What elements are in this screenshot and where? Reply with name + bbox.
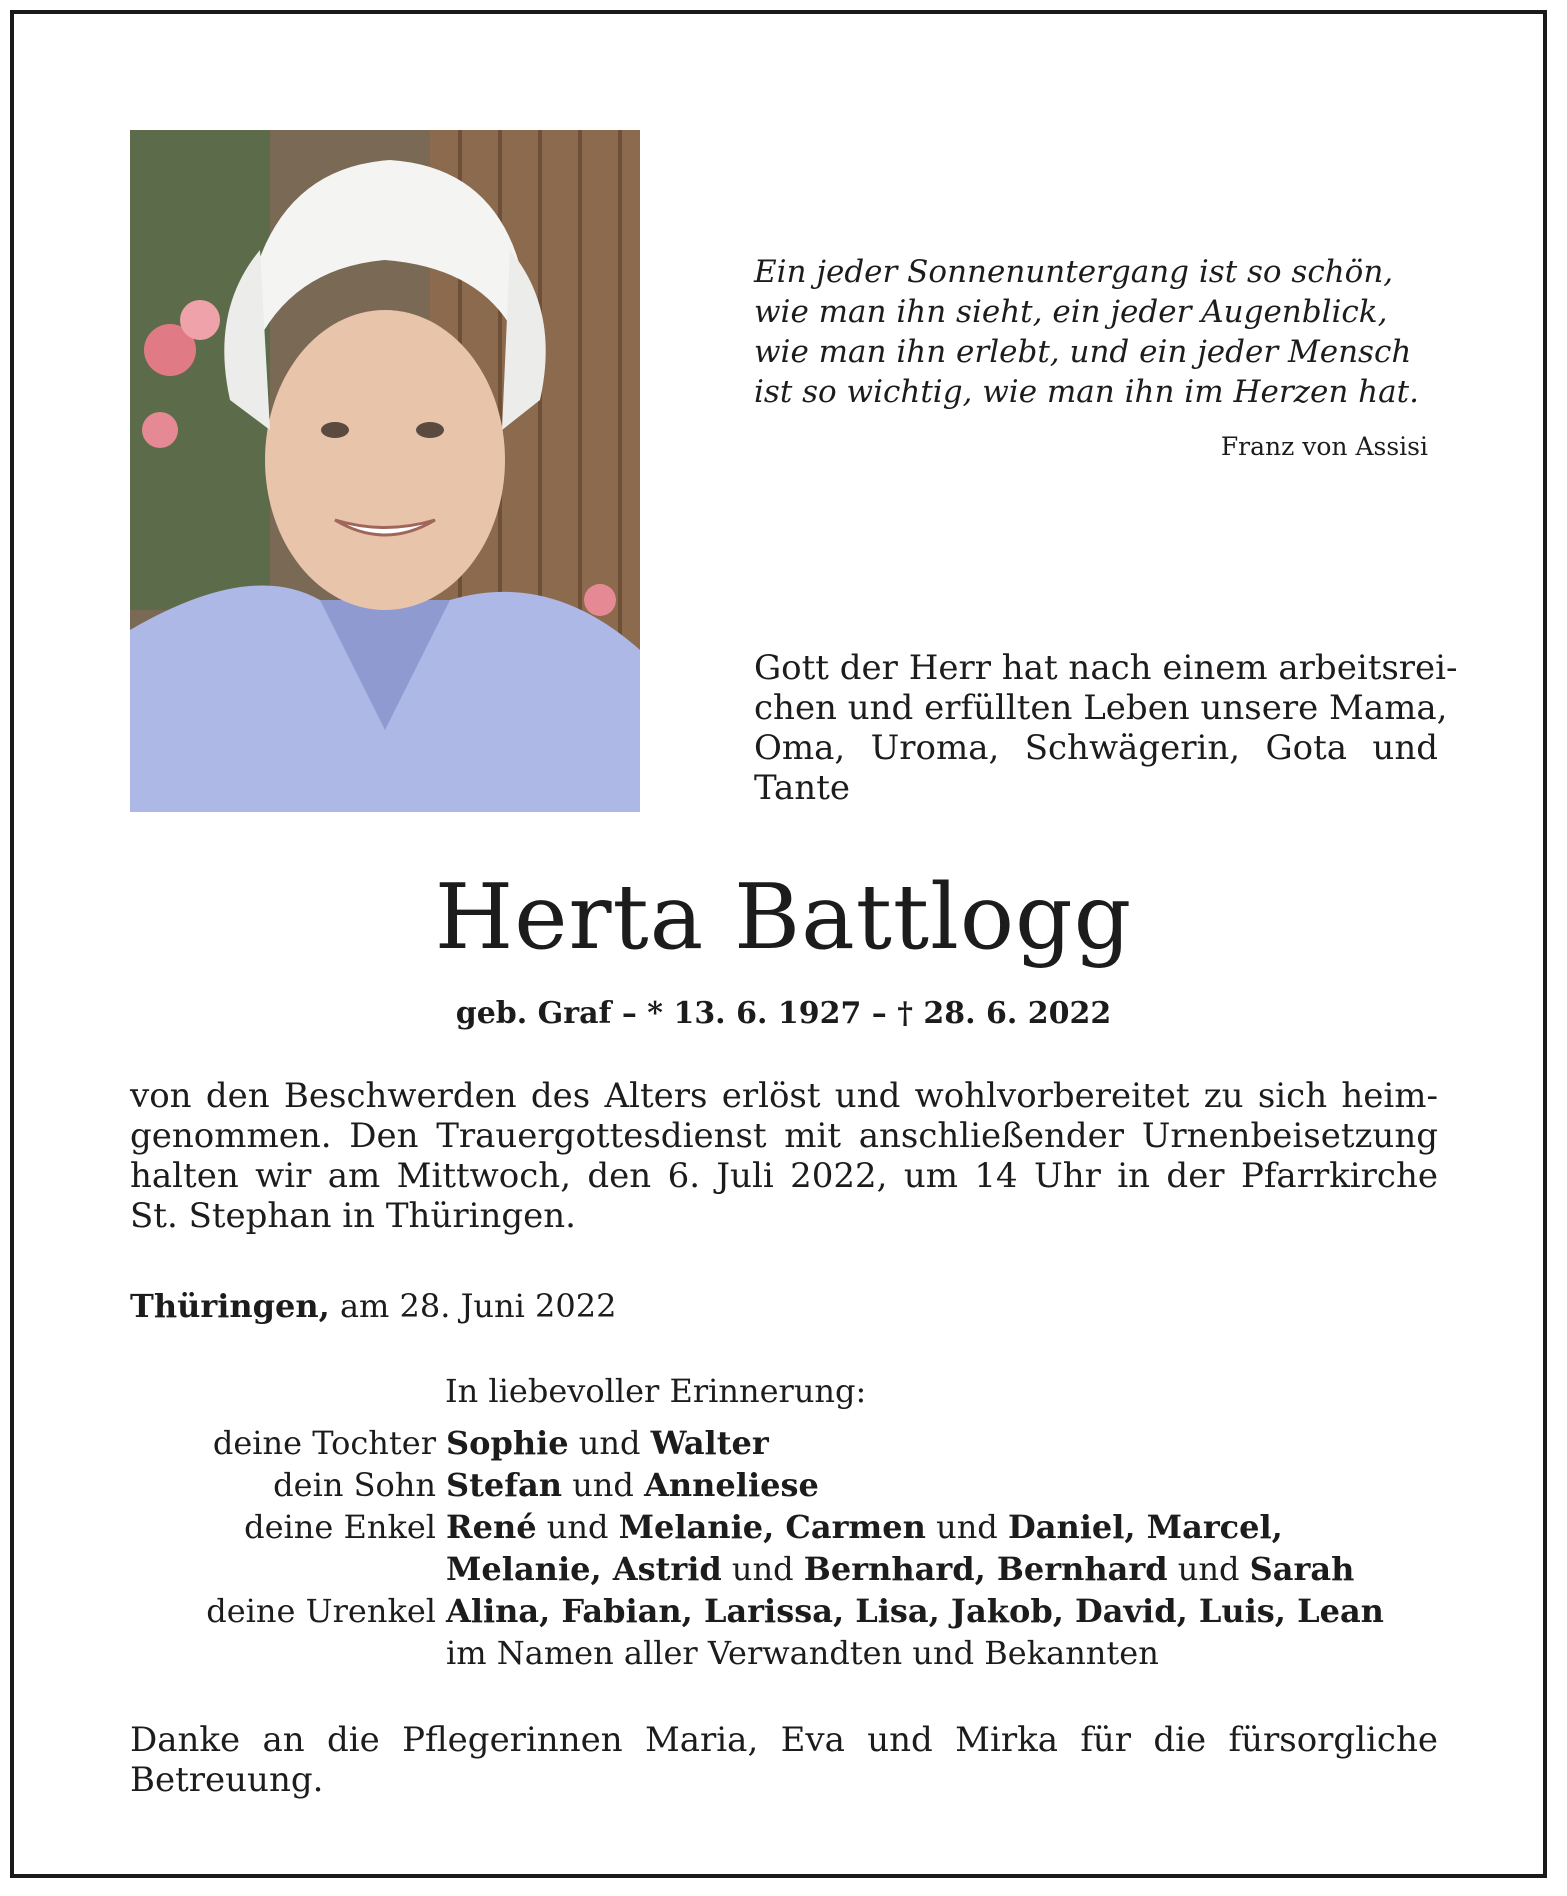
quote-line: wie man ihn sieht, ein jeder Augenblick,	[754, 294, 1388, 330]
intro-line: Oma, Uroma, Schwägerin, Gota und	[754, 728, 1438, 768]
intro-line: Gott der Herr hat nach einem arbeitsrei-	[754, 648, 1458, 688]
family-relation: deine Urenkel	[206, 1592, 436, 1630]
family-name: René	[446, 1508, 537, 1546]
family-names	[446, 1424, 769, 1462]
family-name: Alina, Fabian, Larissa, Lisa, Jakob, David, Luis, Lean	[446, 1592, 1384, 1630]
family-relation: dein Sohn	[273, 1466, 436, 1504]
thanks-text	[130, 1720, 1438, 1800]
family-connector: im Namen aller Verwandten und Bekannten	[446, 1634, 1159, 1672]
intro-text	[754, 648, 1458, 808]
quote-line: Ein jeder Sonnenuntergang ist so schön,	[754, 254, 1394, 290]
quote-author: Franz von Assisi	[1220, 432, 1428, 461]
family-names	[446, 1592, 1384, 1630]
deceased-name: Herta Battlogg	[434, 865, 1133, 970]
family-connector: und	[1167, 1550, 1250, 1588]
family-name: Bernhard, Bernhard	[803, 1550, 1168, 1588]
family-row	[130, 1634, 1440, 1674]
family-connector: und	[568, 1424, 651, 1462]
intro-line: Tante	[754, 768, 850, 808]
family-name: Sophie	[446, 1424, 569, 1462]
intro-line: chen und erfüllten Leben unsere Mama,	[754, 688, 1448, 728]
family-names	[446, 1466, 819, 1504]
memory-title: In liebevoller Erinnerung:	[445, 1372, 867, 1410]
family-connector: und	[536, 1508, 619, 1546]
family-row	[130, 1550, 1440, 1590]
family-connector: und	[721, 1550, 804, 1588]
dateline	[130, 1287, 616, 1325]
family-connector: und	[562, 1466, 645, 1504]
deceased-details: geb. Graf – * 13. 6. 1927 – † 28. 6. 2022	[455, 996, 1112, 1031]
family-name: Melanie, Astrid	[446, 1550, 722, 1588]
family-names	[446, 1550, 1354, 1588]
family-name: Sarah	[1249, 1550, 1355, 1588]
body-text	[130, 1076, 1438, 1236]
thanks-line: Betreuung.	[130, 1760, 324, 1800]
family-relation: deine Enkel	[244, 1508, 436, 1546]
family-names	[446, 1508, 1283, 1546]
family-row	[130, 1592, 1440, 1632]
family-names	[446, 1634, 1159, 1672]
body-line: St. Stephan in Thüringen.	[130, 1196, 576, 1236]
quote	[754, 252, 1434, 412]
family-connector: und	[925, 1508, 1008, 1546]
body-line: von den Beschwerden des Alters erlöst und wohlvorbereitet zu sich heim-	[130, 1076, 1438, 1116]
thanks-line: Danke an die Pflegerinnen Maria, Eva und Mirka für die fürsorgliche	[130, 1720, 1438, 1760]
portrait-photo	[130, 130, 640, 812]
body-line: genommen. Den Trauergottesdienst mit anschließender Urnenbeisetzung	[130, 1116, 1438, 1156]
family-name: Anneliese	[644, 1466, 819, 1504]
family-name: Walter	[650, 1424, 769, 1462]
family-name: Stefan	[446, 1466, 563, 1504]
dateline-date: am 28. Juni 2022	[339, 1287, 617, 1325]
family-name: Melanie, Carmen	[618, 1508, 926, 1546]
body-line: halten wir am Mittwoch, den 6. Juli 2022, um 14 Uhr in der Pfarrkirche	[130, 1156, 1438, 1196]
family-relation: deine Tochter	[212, 1424, 436, 1462]
quote-line: wie man ihn erlebt, und ein jeder Mensch	[754, 334, 1412, 370]
family-row	[130, 1508, 1440, 1548]
family-row	[130, 1466, 1440, 1506]
family-name: Daniel, Marcel,	[1007, 1508, 1283, 1546]
family-row	[130, 1424, 1440, 1464]
quote-line: ist so wichtig, wie man ihn im Herzen hat.	[754, 374, 1419, 410]
dateline-place: Thüringen,	[130, 1287, 330, 1325]
